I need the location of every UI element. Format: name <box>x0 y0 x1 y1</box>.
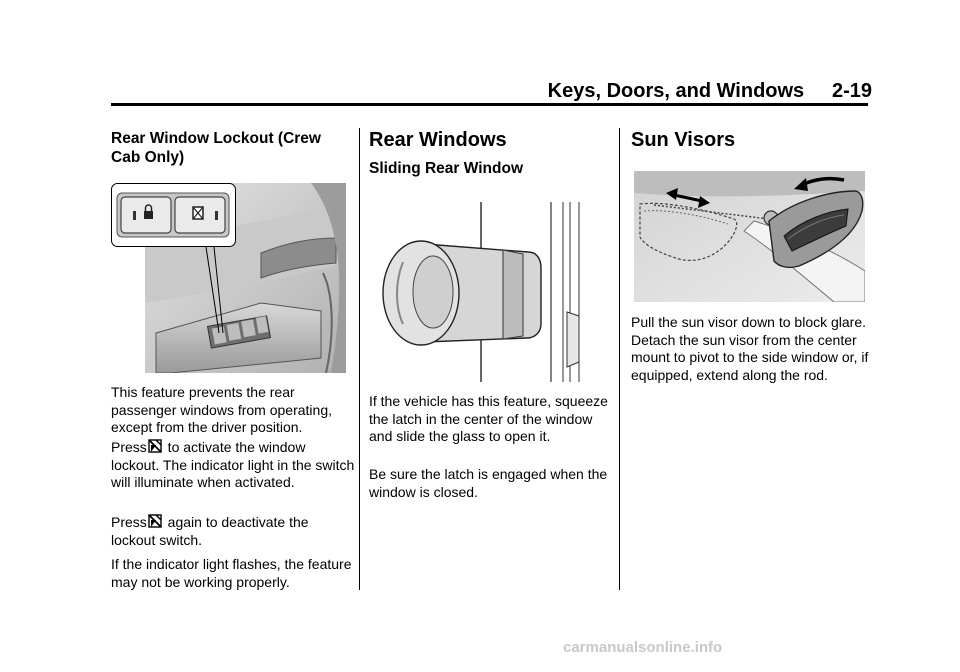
figure-sun-visor <box>634 171 865 302</box>
column-divider-2 <box>619 128 620 590</box>
text-activate-window-lockout: to activate the window lockout. The indicator light in the switch will illuminate when activated. <box>111 439 355 490</box>
window-icon <box>193 207 203 219</box>
section-heading-sun-visors: Sun Visors <box>631 129 736 151</box>
text-press: Press <box>111 439 147 455</box>
column-divider-1 <box>359 128 360 590</box>
section-heading-rear-windows: Rear Windows <box>369 129 507 151</box>
page-header-title: Keys, Doors, and Windows 2-19 <box>547 80 872 102</box>
header-rule <box>111 103 868 106</box>
text-deactivate-lockout: again to deactivate the lockout switch. <box>111 514 309 548</box>
paragraph-sliding-window-usage: If the vehicle has this feature, squeeze the latch in the center of the window and slide the glass to open it. <box>369 393 608 444</box>
paragraph-deactivate-lockout <box>111 514 356 549</box>
paragraph-indicator-flashes: If the indicator light flashes, the feature may not be working properly. <box>111 556 352 590</box>
window-lockout-icon <box>148 514 162 528</box>
subheading-sliding-rear-window: Sliding Rear Window <box>369 160 524 177</box>
paragraph-lockout-description: This feature prevents the rear passenger windows from operating, except from the driver position. <box>111 384 333 435</box>
paragraph-latch-engaged: Be sure the latch is engaged when the window is closed. <box>369 466 608 500</box>
figure-sliding-rear-window-latch <box>373 202 589 382</box>
window-lockout-icon <box>148 439 162 453</box>
section-heading-rear-window-lockout: Rear Window Lockout (Crew Cab Only) <box>111 130 321 166</box>
text-press-again: Press <box>111 514 147 530</box>
paragraph-activate-lockout <box>111 439 356 492</box>
paragraph-sun-visor-usage: Pull the sun visor down to block glare. Detach the sun visor from the center mount to pivot to the side window or, if equipped, extend along the rod. <box>631 314 869 383</box>
figure-lockout-switch <box>111 183 346 373</box>
footer-watermark: carmanualsonline.info <box>563 639 723 656</box>
